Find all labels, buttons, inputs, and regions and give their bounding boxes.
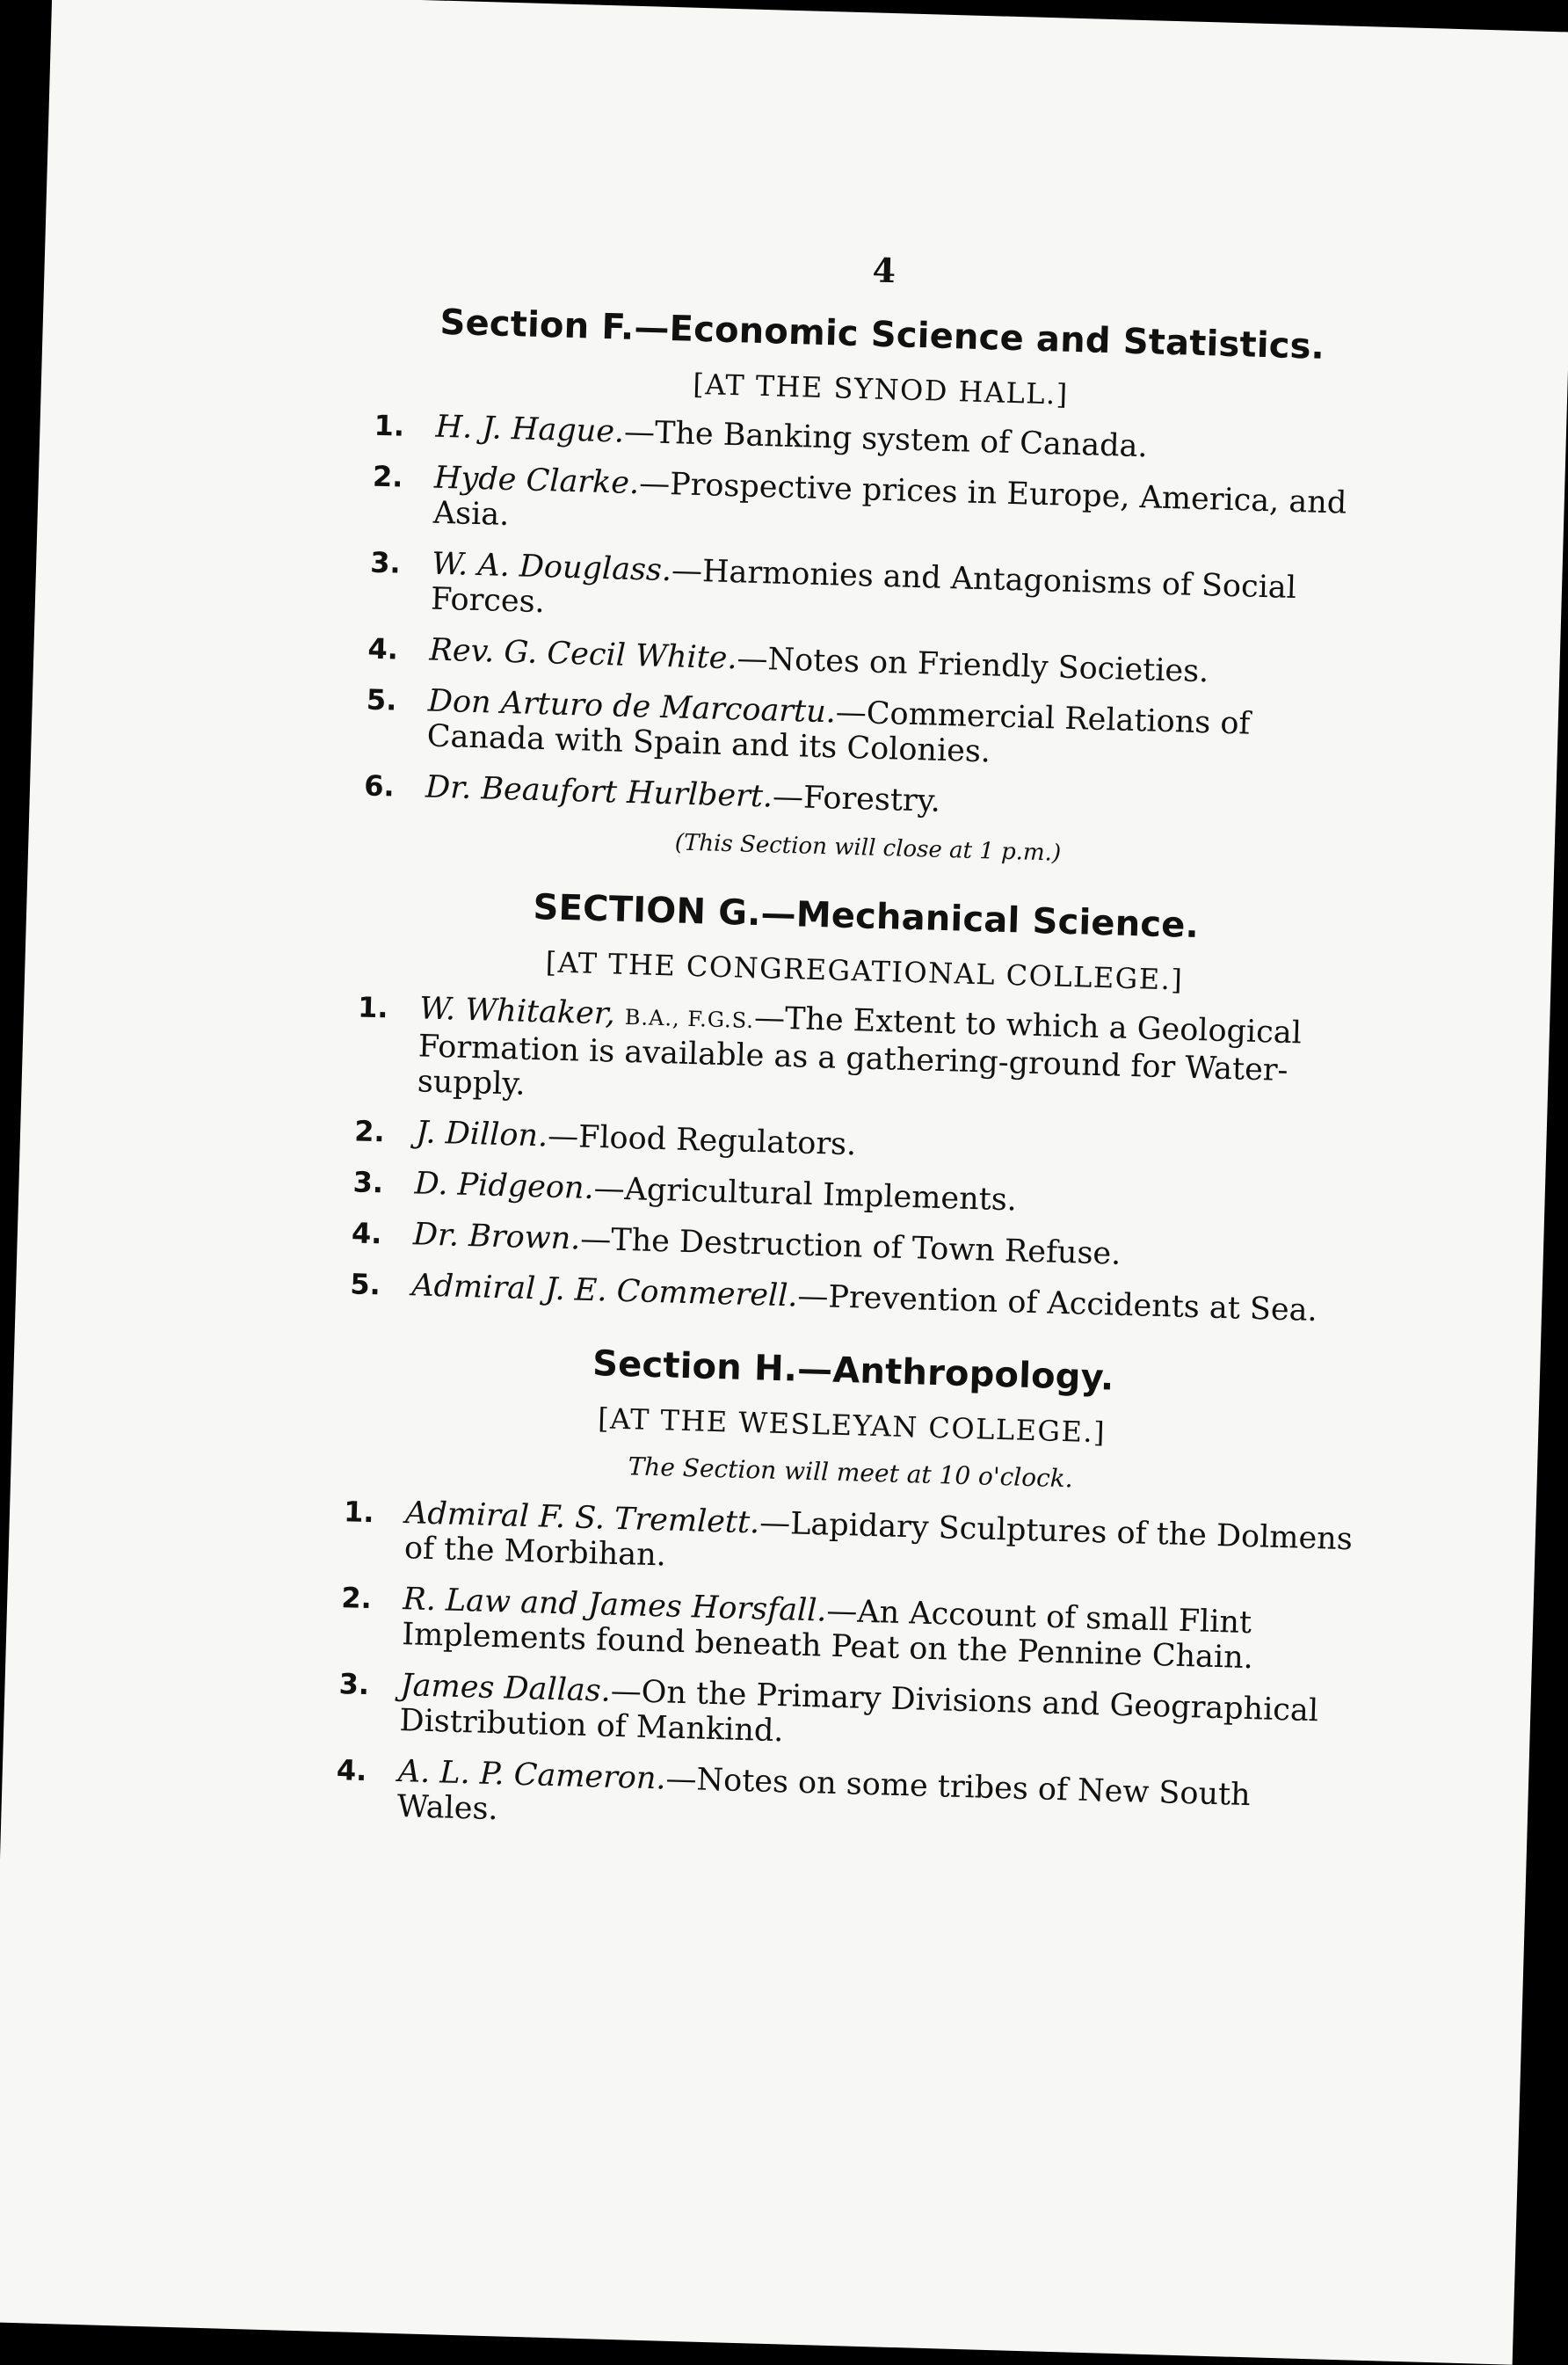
section-location: [AT THE WESLEYAN COLLEGE.] bbox=[597, 1401, 1107, 1450]
author: J. Dillon. bbox=[415, 1115, 548, 1154]
paper-title: —Forestry. bbox=[772, 779, 941, 819]
paper-title: —Notes on Friendly Societies. bbox=[737, 641, 1209, 690]
item-number: 4. bbox=[351, 1216, 382, 1251]
paper-title: —The Banking system of Canada. bbox=[623, 414, 1149, 465]
author: H. J. Hague. bbox=[435, 409, 625, 450]
paper-title: —Notes on some tribes of New South Wales. bbox=[396, 1761, 1252, 1828]
item-number: 4. bbox=[336, 1753, 367, 1788]
list-item bbox=[338, 1666, 1350, 1765]
paper-title: —Prospective prices in Europe, America, and Asia. bbox=[432, 466, 1347, 534]
paper-title: —Prevention of Accidents at Sea. bbox=[796, 1278, 1318, 1329]
paper-title: —Agricultural Implements. bbox=[593, 1171, 1018, 1219]
section-location: [AT THE CONGREGATIONAL COLLEGE.] bbox=[545, 945, 1184, 997]
list-item bbox=[352, 1164, 1364, 1227]
paper-title: —On the Primary Divisions and Geographical Distribution of Mankind. bbox=[399, 1673, 1319, 1750]
list-item bbox=[355, 989, 1368, 1125]
item-number: 5. bbox=[349, 1267, 381, 1302]
item-number: 2. bbox=[353, 1114, 386, 1149]
section-f bbox=[362, 301, 1388, 876]
list-item bbox=[365, 682, 1377, 781]
section-h bbox=[335, 1336, 1359, 1851]
paper-title: —The Destruction of Town Refuse. bbox=[579, 1221, 1122, 1272]
item-number: 5. bbox=[366, 682, 397, 717]
section-close-note: (This Section will close at 1 p.m.) bbox=[674, 829, 1062, 867]
list-item bbox=[351, 1215, 1362, 1278]
item-number: 4. bbox=[367, 631, 399, 666]
item-number: 2. bbox=[372, 459, 404, 494]
page-content bbox=[334, 236, 1390, 1886]
author-degree: B.A., F.G.S. bbox=[624, 1004, 755, 1034]
item-number: 3. bbox=[338, 1667, 370, 1702]
section-title: SECTION G.—Mechanical Science. bbox=[533, 886, 1200, 947]
item-number: 2. bbox=[340, 1581, 373, 1616]
list-item bbox=[364, 768, 1376, 832]
author: A. L. P. Cameron. bbox=[397, 1754, 667, 1797]
author: Admiral J. E. Commerell. bbox=[410, 1268, 799, 1314]
section-title: Section H.—Anthropology. bbox=[592, 1343, 1115, 1399]
author: Don Arturo de Marcoartu. bbox=[427, 683, 837, 731]
list-item bbox=[350, 1266, 1361, 1329]
item-number: 3. bbox=[369, 545, 402, 580]
list-item bbox=[343, 1494, 1355, 1592]
paper-list bbox=[364, 408, 1385, 832]
author: Admiral F. S. Tremlett. bbox=[404, 1495, 760, 1541]
author: Dr. Brown. bbox=[412, 1217, 581, 1257]
author: Rev. G. Cecil White. bbox=[429, 632, 738, 677]
list-item bbox=[371, 459, 1383, 557]
list-item bbox=[335, 1752, 1347, 1851]
section-location: [AT THE SYNOD HALL.] bbox=[692, 367, 1070, 411]
author: James Dallas. bbox=[400, 1668, 612, 1709]
item-number: 1. bbox=[357, 990, 389, 1025]
author: Hyde Clarke. bbox=[433, 460, 640, 502]
item-number: 1. bbox=[374, 408, 405, 443]
list-item bbox=[340, 1580, 1353, 1678]
paper-title: —Commercial Relations of Canada with Spain and its Colonies. bbox=[426, 695, 1251, 770]
author: R. Law and James Horsfall. bbox=[402, 1582, 828, 1629]
item-number: 6. bbox=[363, 768, 396, 804]
paper-title: —Flood Regulators. bbox=[547, 1118, 857, 1163]
paper-title: —Harmonies and Antagonisms of Social Forces. bbox=[430, 553, 1297, 621]
list-item bbox=[369, 545, 1382, 644]
section-title: Section F.—Economic Science and Statistics. bbox=[439, 302, 1325, 367]
list-item bbox=[354, 1113, 1366, 1176]
item-number: 3. bbox=[352, 1165, 384, 1200]
paper-title: —The Extent to which a Geological Formation is available as a gathering-ground for Water-supply. bbox=[417, 1001, 1303, 1102]
author: D. Pidgeon. bbox=[414, 1166, 595, 1207]
list-item bbox=[374, 408, 1385, 471]
item-number: 1. bbox=[343, 1495, 375, 1530]
section-g bbox=[350, 882, 1372, 1329]
list-item bbox=[367, 631, 1379, 695]
author: W. A. Douglass. bbox=[431, 546, 672, 589]
author: W. Whitaker, bbox=[418, 991, 616, 1032]
section-meeting-note: The Section will meet at 10 o'clock. bbox=[628, 1452, 1074, 1494]
paper-list bbox=[335, 1494, 1354, 1851]
paper-title: —Lapidary Sculptures of the Dolmens of the Morbihan. bbox=[403, 1505, 1354, 1574]
paper-title: —An Account of small Flint Implements found beneath Peat on the Pennine Chain. bbox=[401, 1593, 1254, 1677]
paper-list bbox=[350, 989, 1368, 1329]
page-number: 4 bbox=[871, 250, 897, 291]
author: Dr. Beaufort Hurlbert. bbox=[425, 769, 773, 815]
